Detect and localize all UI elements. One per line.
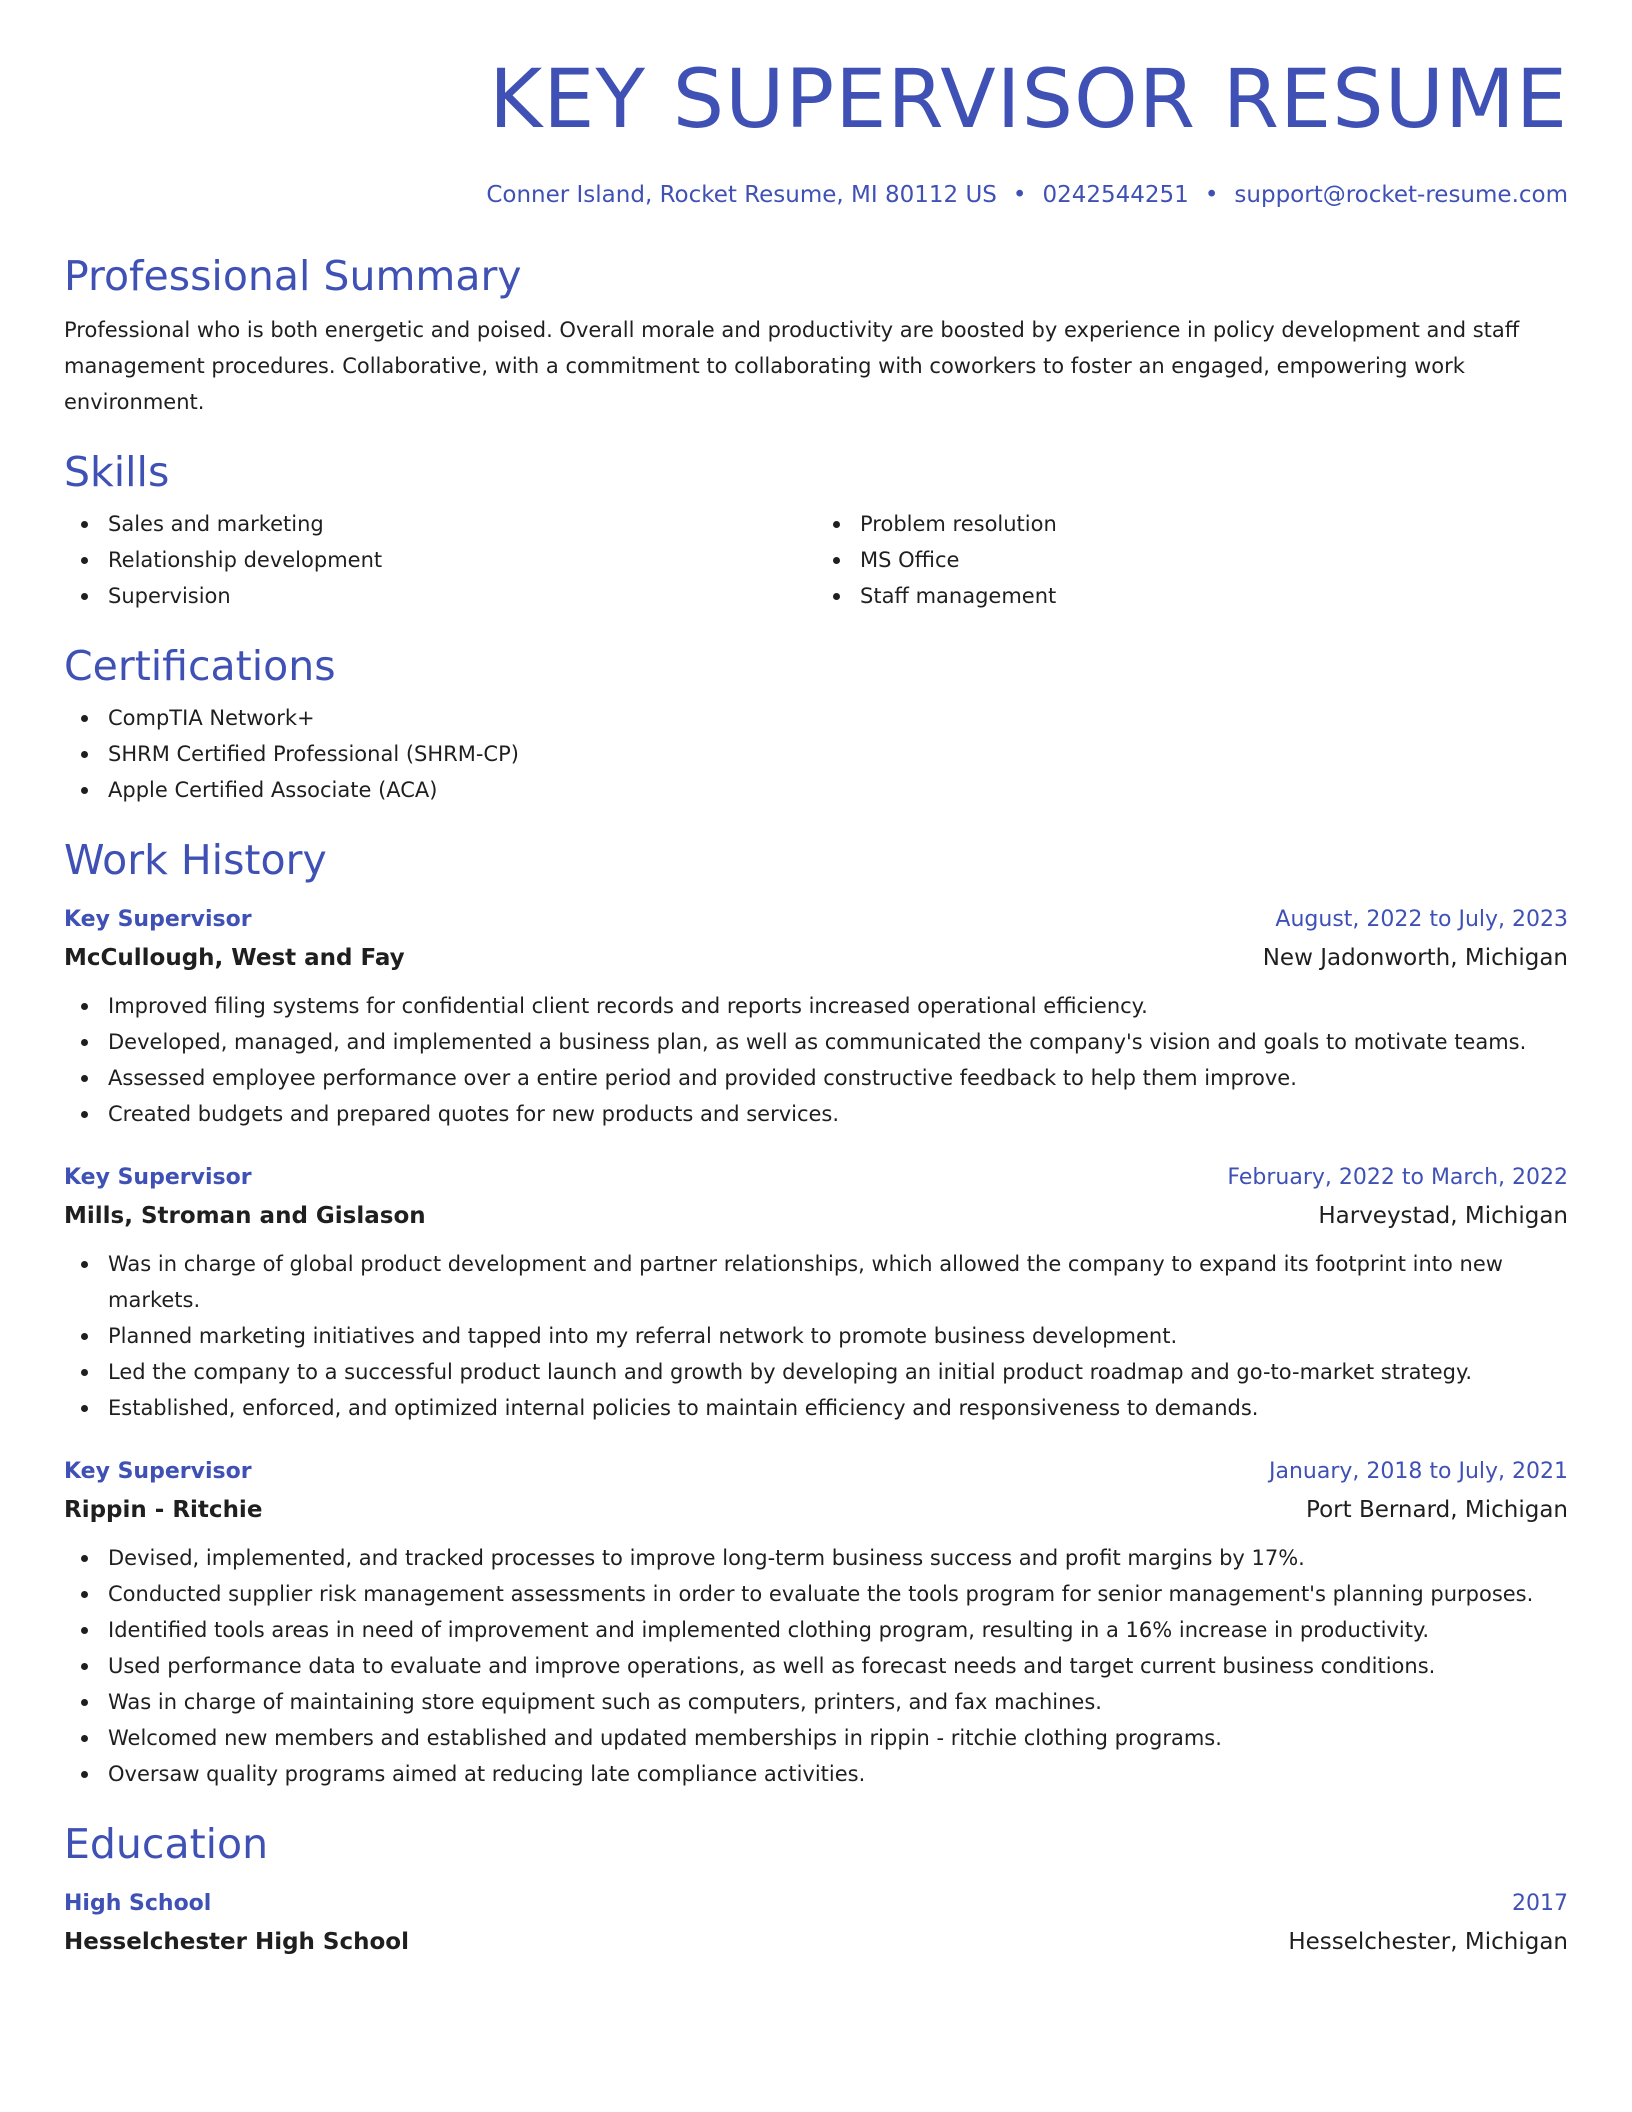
summary-heading: Professional Summary [64,252,522,300]
education-degree: High School [64,1891,212,1916]
job-title: Key Supervisor [64,1459,252,1484]
job-company: McCullough, West and Fay [64,945,405,971]
job-title-row [64,1160,1568,1196]
job-dates: February, 2022 to March, 2022 [1227,1165,1568,1190]
summary-section [64,250,1568,420]
contact-separator: • [1012,182,1027,208]
job-duty: Used performance data to evaluate and improve operations, as well as forecast needs and target current business conditions. [64,1648,1568,1684]
summary-text: Professional who is both energetic and poised. Overall morale and productivity are boosted by experience in policy development and staff management procedures. Collaborative, with a commitment to collaborating with coworkers to foster an engaged, empowering work environment. [64,318,1520,414]
skill-item: MS Office [816,542,1568,578]
education-location: Hesselchester, Michigan [1288,1929,1568,1955]
job-dates: January, 2018 to July, 2021 [1269,1459,1568,1484]
resume-header [64,52,1568,210]
skills-list-right [816,506,1568,614]
job-duty: Established, enforced, and optimized internal policies to maintain efficiency and responsiveness to demands. [64,1390,1568,1426]
job-duty: Conducted supplier risk management assessments in order to evaluate the tools program for senior management's planning purposes. [64,1576,1568,1612]
skills-section [64,446,1568,614]
skill-item: Staff management [816,578,1568,614]
contact-separator: • [1204,182,1219,208]
job-duty: Improved filing systems for confidential client records and reports increased operational efficiency. [64,988,1568,1024]
job-duty: Planned marketing initiatives and tapped into my referral network to promote business development. [64,1318,1568,1354]
job-duties [64,1540,1568,1792]
job-company-row [64,1490,1568,1530]
job-company-row [64,938,1568,978]
skills-heading: Skills [64,448,170,496]
education-heading: Education [64,1820,269,1868]
skill-item: Sales and marketing [64,506,816,542]
skill-item: Supervision [64,578,816,614]
skills-list-left [64,506,816,614]
certification-item: Apple Certified Associate (ACA) [64,772,1568,808]
job-location: Harveystad, Michigan [1318,1203,1568,1229]
skill-item: Problem resolution [816,506,1568,542]
education-year: 2017 [1512,1891,1568,1916]
education-school: Hesselchester High School [64,1929,409,1955]
job-company: Rippin - Ritchie [64,1497,263,1523]
job-duty: Oversaw quality programs aimed at reducing late compliance activities. [64,1756,1568,1792]
job-duty: Assessed employee performance over a entire period and provided constructive feedback to help them improve. [64,1060,1568,1096]
education-degree-row [64,1886,1568,1922]
job-title: Key Supervisor [64,907,252,932]
job-duties [64,988,1568,1132]
skills-grid [64,498,1568,614]
job-duty: Was in charge of global product development and partner relationships, which allowed the company to expand its footprint into new markets. [64,1246,1568,1318]
contact-address: Conner Island, Rocket Resume, MI 80112 US [486,182,997,208]
job-location: New Jadonworth, Michigan [1262,945,1568,971]
certifications-list [64,700,1568,808]
work-history-heading: Work History [64,836,327,884]
certification-item: CompTIA Network+ [64,700,1568,736]
skill-item: Relationship development [64,542,816,578]
job-duties [64,1246,1568,1426]
contact-line [64,180,1568,210]
job-entry [64,1454,1568,1792]
job-title-row [64,1454,1568,1490]
job-entry [64,902,1568,1132]
job-company-row [64,1196,1568,1236]
job-duty: Was in charge of maintaining store equipment such as computers, printers, and fax machines. [64,1684,1568,1720]
job-duty: Created budgets and prepared quotes for new products and services. [64,1096,1568,1132]
education-section [64,1818,1568,1962]
job-duty: Developed, managed, and implemented a business plan, as well as communicated the company's vision and goals to motivate teams. [64,1024,1568,1060]
education-school-row [64,1922,1568,1962]
resume-title: KEY SUPERVISOR RESUME [489,53,1568,147]
job-title-row [64,902,1568,938]
job-entry [64,1160,1568,1426]
job-company: Mills, Stroman and Gislason [64,1203,426,1229]
work-history-section [64,834,1568,1792]
contact-email: support@rocket-resume.com [1234,182,1568,208]
job-duty: Led the company to a successful product launch and growth by developing an initial product roadmap and go-to-market strategy. [64,1354,1568,1390]
job-dates: August, 2022 to July, 2023 [1275,907,1568,932]
certifications-heading: Certifications [64,642,336,690]
contact-phone: 0242544251 [1042,182,1189,208]
certification-item: SHRM Certified Professional (SHRM-CP) [64,736,1568,772]
job-duty: Devised, implemented, and tracked processes to improve long-term business success and profit margins by 17%. [64,1540,1568,1576]
education-entry [64,1886,1568,1962]
job-location: Port Bernard, Michigan [1306,1497,1568,1523]
job-duty: Welcomed new members and established and updated memberships in rippin - ritchie clothing programs. [64,1720,1568,1756]
job-duty: Identified tools areas in need of improvement and implemented clothing program, resulting in a 16% increase in productivity. [64,1612,1568,1648]
job-title: Key Supervisor [64,1165,252,1190]
certifications-section [64,640,1568,808]
